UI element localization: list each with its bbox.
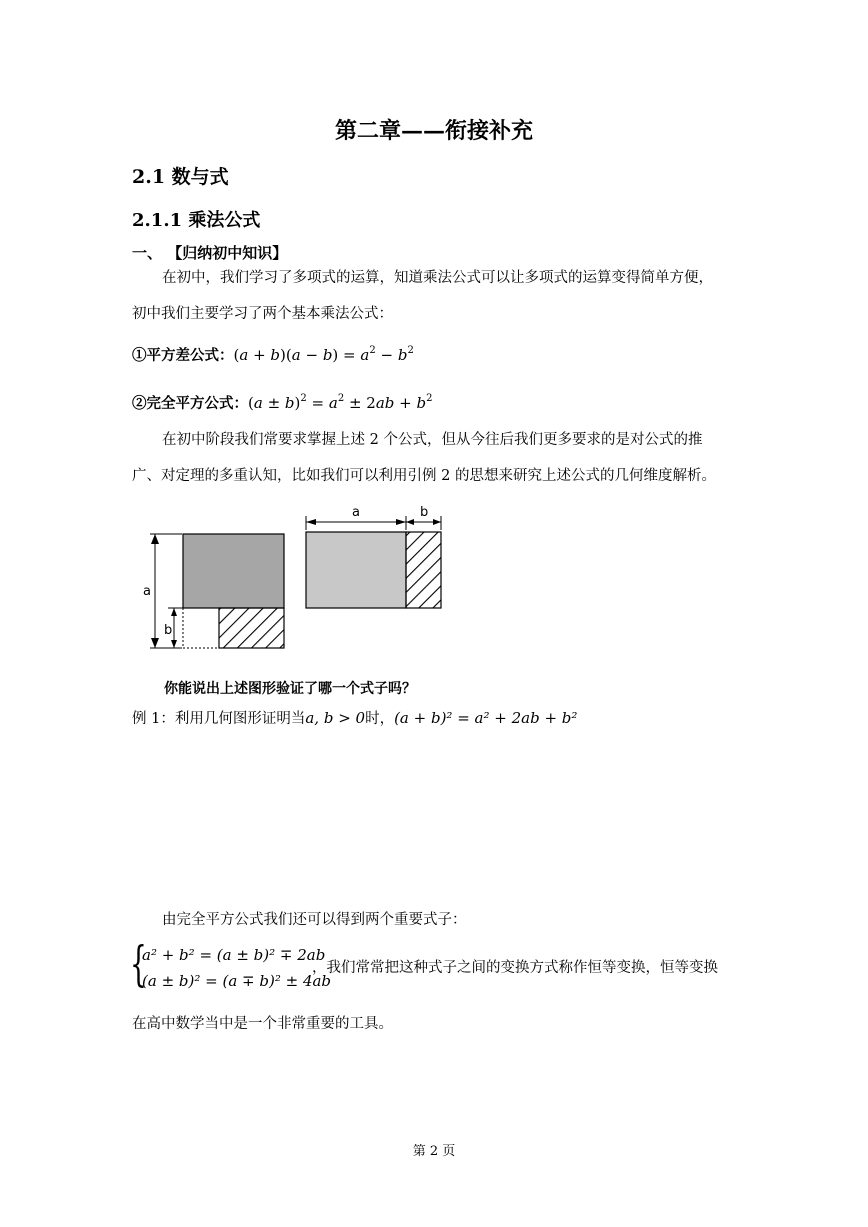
right-diagram: [306, 505, 441, 608]
section-heading: 2.1 数与式: [132, 166, 229, 188]
example1-prefix: 例 1：利用几何图形证明当: [132, 711, 306, 727]
identity-system: [130, 936, 332, 994]
right-label-a: a: [352, 505, 360, 520]
formula-difference-of-squares: [132, 344, 414, 365]
intro-line-1: 在初中，我们学习了多项式的运算，知道乘法公式可以让多项式的运算变得简单方便，: [162, 270, 713, 286]
hatched-rect-right: [406, 532, 441, 608]
page-number: 第 2 页: [412, 1144, 456, 1159]
geometry-figure: [130, 500, 460, 660]
arrow-down-small-icon: [171, 640, 177, 648]
part-heading: 一、 【归纳初中知识】: [132, 244, 288, 262]
example1-suffix: 时，: [365, 711, 395, 727]
arrow-up-small-icon: [171, 608, 177, 616]
left-brace-icon: {: [130, 936, 147, 992]
formula2-label: ②完全平方公式：: [132, 395, 248, 412]
subsection-heading: 2.1.1 乘法公式: [132, 210, 261, 231]
formula1-label: ①平方差公式：: [132, 347, 234, 364]
formula-perfect-square: [132, 392, 433, 413]
right-label-b: b: [420, 505, 429, 520]
para3: 由完全平方公式我们还可以得到两个重要式子：: [162, 912, 467, 928]
arrow-left-icon: [306, 519, 316, 525]
para2-line-1: 在初中阶段我们常要求掌握上述 2 个公式，但从今往后我们更多要求的是对公式的推: [162, 432, 703, 448]
intro-line-2: 初中我们主要学习了两个基本乘法公式：: [132, 306, 393, 322]
formula2-expression: $(a \pm b)^2 = a^2 \pm 2ab + b^2$: [248, 393, 433, 412]
hatched-rect-left: [219, 608, 284, 648]
figure-question: 你能说出上述图形验证了哪一个式子吗？: [164, 681, 416, 697]
example1-formula: (a + b)² = a² + 2ab + b²: [394, 709, 578, 727]
arrow-up-icon: [151, 534, 159, 544]
example-1: [132, 708, 577, 729]
para2-line-2: 广、对定理的多重认知，比如我们可以利用引例 2 的思想来研究上述公式的几何维度解析。: [132, 468, 716, 484]
page-title: 第二章——衔接补充: [334, 118, 533, 144]
example1-condition: a, b > 0: [305, 709, 366, 727]
square-a: [183, 534, 284, 608]
arrow-down-icon: [151, 638, 159, 648]
left-label-a: a: [143, 584, 151, 599]
formula1-expression: $(a + b)(a - b) = a^2 - b^2$: [233, 345, 414, 364]
left-label-b: b: [164, 623, 173, 638]
rect-a: [306, 532, 406, 608]
para4-part-b: 在高中数学当中是一个非常重要的工具。: [132, 1016, 393, 1032]
arrow-right-small-icon: [433, 519, 441, 525]
identity-line-1: a² + b² = (a ± b)² ∓ 2ab: [142, 946, 326, 964]
left-diagram: [143, 534, 284, 648]
arrow-left-small-icon: [406, 519, 414, 525]
identity-line-2: (a ± b)² = (a ∓ b)² ± 4ab: [142, 972, 332, 990]
arrow-right-icon: [396, 519, 406, 525]
para4-part-a: ，我们常常把这种式子之间的变换方式称作恒等变换，恒等变换: [312, 960, 718, 976]
